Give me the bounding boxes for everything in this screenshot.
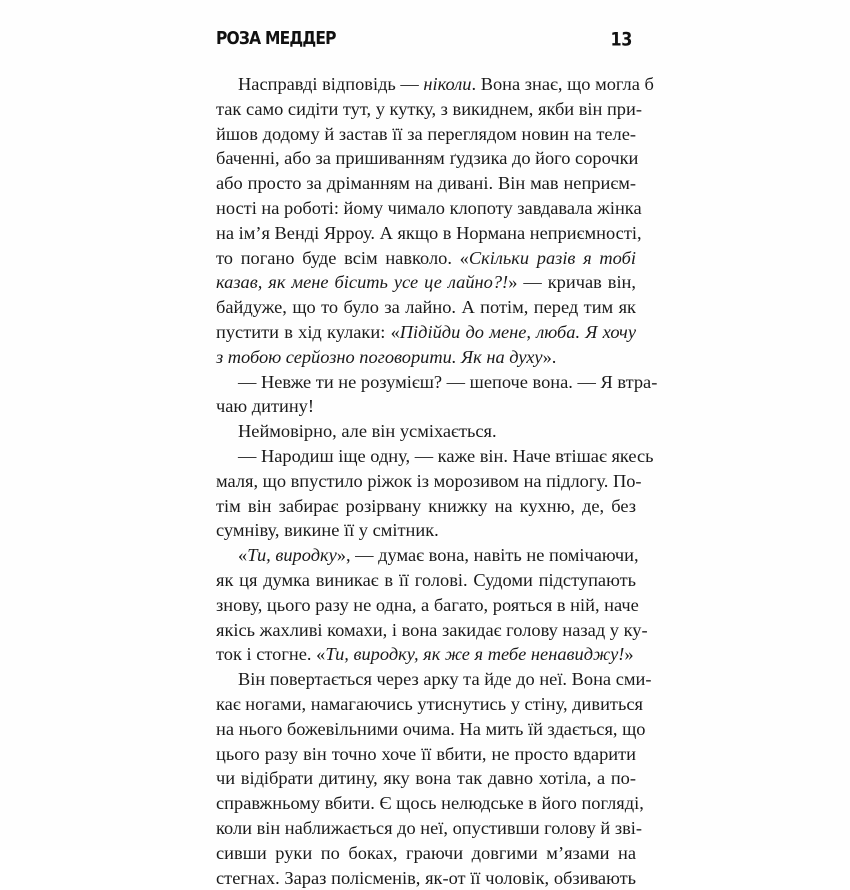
text-line bbox=[216, 295, 636, 320]
text-run: Він повертається через арку та йде до неї. Вона сми- bbox=[238, 669, 651, 689]
text-run: — Народиш іще одну, — каже він. Наче втішає якесь bbox=[238, 446, 654, 466]
text-run: ». bbox=[543, 347, 557, 367]
text-line bbox=[216, 543, 636, 568]
text-line bbox=[216, 270, 636, 295]
text-line bbox=[216, 221, 636, 246]
text-run: « bbox=[238, 545, 247, 565]
text-run: » bbox=[624, 644, 633, 664]
text-run: . Вона знає, що могла б bbox=[472, 74, 654, 94]
text-run: Неймовірно, але він усміхається. bbox=[238, 421, 497, 441]
text-line bbox=[216, 742, 636, 767]
italic-run: ніколи bbox=[423, 74, 471, 94]
text-line bbox=[216, 146, 636, 171]
text-run: ток і стогне. « bbox=[216, 644, 325, 664]
italic-run: Скільки разів я тобі bbox=[469, 248, 636, 268]
text-line bbox=[216, 593, 636, 618]
text-line bbox=[216, 494, 636, 519]
text-line bbox=[216, 320, 636, 345]
text-run: чаю дитину! bbox=[216, 396, 314, 416]
text-line bbox=[216, 469, 636, 494]
text-line bbox=[216, 196, 636, 221]
text-run: байдуже, що то було за лайно. А потім, перед тим як bbox=[216, 297, 636, 317]
text-line bbox=[216, 518, 636, 543]
text-line bbox=[216, 568, 636, 593]
text-line bbox=[216, 766, 636, 791]
text-run: сивши руки по боках, граючи довгими м’язами на bbox=[216, 843, 636, 863]
text-line bbox=[216, 692, 636, 717]
italic-run: Ти, виродку, як же я тебе ненавиджу! bbox=[325, 644, 624, 664]
body-text bbox=[216, 72, 636, 890]
text-run: баченні, або за пришиванням ґудзика до його сорочки bbox=[216, 148, 638, 168]
page-number: 13 bbox=[611, 28, 632, 50]
text-run: маля, що впустило ріжок із морозивом на підлогу. По- bbox=[216, 471, 642, 491]
text-line bbox=[216, 122, 636, 147]
text-line bbox=[216, 791, 636, 816]
text-line bbox=[216, 370, 636, 395]
text-run: », — думає вона, навіть не помічаючи, bbox=[337, 545, 639, 565]
text-line bbox=[216, 841, 636, 866]
text-line bbox=[216, 816, 636, 841]
italic-run: Підійди до мене, люба. Я хочу bbox=[400, 322, 636, 342]
text-line bbox=[216, 618, 636, 643]
text-run: йшов додому й застав її за переглядом новин на теле- bbox=[216, 124, 636, 144]
text-line bbox=[216, 419, 636, 444]
text-line bbox=[216, 667, 636, 692]
text-run: або просто за дріманням на дивані. Він мав неприєм- bbox=[216, 173, 636, 193]
text-run: Насправді відповідь — bbox=[238, 74, 423, 94]
text-run: пустити в хід кулаки: « bbox=[216, 322, 400, 342]
text-line bbox=[216, 717, 636, 742]
italic-run: казав, як мене бісить усе це лайно?! bbox=[216, 272, 508, 292]
text-run: як ця думка виникає в її голові. Судоми підступають bbox=[216, 570, 636, 590]
text-run: стегнах. Зараз полісменів, як-от її чоловік, обзивають bbox=[216, 868, 636, 888]
running-header bbox=[216, 28, 634, 52]
text-run: так само сидіти тут, у кутку, з викиднем, якби він при- bbox=[216, 99, 642, 119]
text-run: то погано буде всім навколо. « bbox=[216, 248, 469, 268]
italic-run: Ти, виродку bbox=[247, 545, 337, 565]
text-line bbox=[216, 171, 636, 196]
text-run: на нього божевільними очима. На мить їй здається, що bbox=[216, 719, 645, 739]
text-line bbox=[216, 394, 636, 419]
text-run: знову, цього разу не одна, а багато, рояться в ній, наче bbox=[216, 595, 639, 615]
text-line bbox=[216, 345, 636, 370]
text-run: » — кричав він, bbox=[508, 272, 636, 292]
text-run: коли він наближається до неї, опустивши голову й зві- bbox=[216, 818, 642, 838]
author-name: РОЗА МЕДДЕР bbox=[216, 28, 336, 49]
italic-run: з тобою серйозно поговорити. Як на духу bbox=[216, 347, 543, 367]
text-run: — Невже ти не розумієш? — шепоче вона. — Я втра- bbox=[238, 372, 657, 392]
text-run: кає ногами, намагаючись утиснутись у стіну, дивиться bbox=[216, 694, 643, 714]
text-line bbox=[216, 246, 636, 271]
text-run: чи відібрати дитину, яку вона так давно хотіла, а по- bbox=[216, 768, 636, 788]
text-run: ності на роботі: йому чимало клопоту завдавала жінка bbox=[216, 198, 642, 218]
text-run: цього разу він точно хоче її вбити, не просто вдарити bbox=[216, 744, 636, 764]
text-run: на ім’я Венді Ярроу. А якщо в Нормана неприємності, bbox=[216, 223, 642, 243]
text-line bbox=[216, 444, 636, 469]
text-line bbox=[216, 642, 636, 667]
text-line bbox=[216, 866, 636, 890]
text-line bbox=[216, 72, 636, 97]
text-run: справжньому вбити. Є щось нелюдське в його погляді, bbox=[216, 793, 644, 813]
text-run: сумніву, викине її у смітник. bbox=[216, 520, 439, 540]
text-run: тім він забирає розірвану книжку на кухню, де, без bbox=[216, 496, 636, 516]
text-run: якісь жахливі комахи, і вона закидає голову назад у ку- bbox=[216, 620, 648, 640]
text-line bbox=[216, 97, 636, 122]
